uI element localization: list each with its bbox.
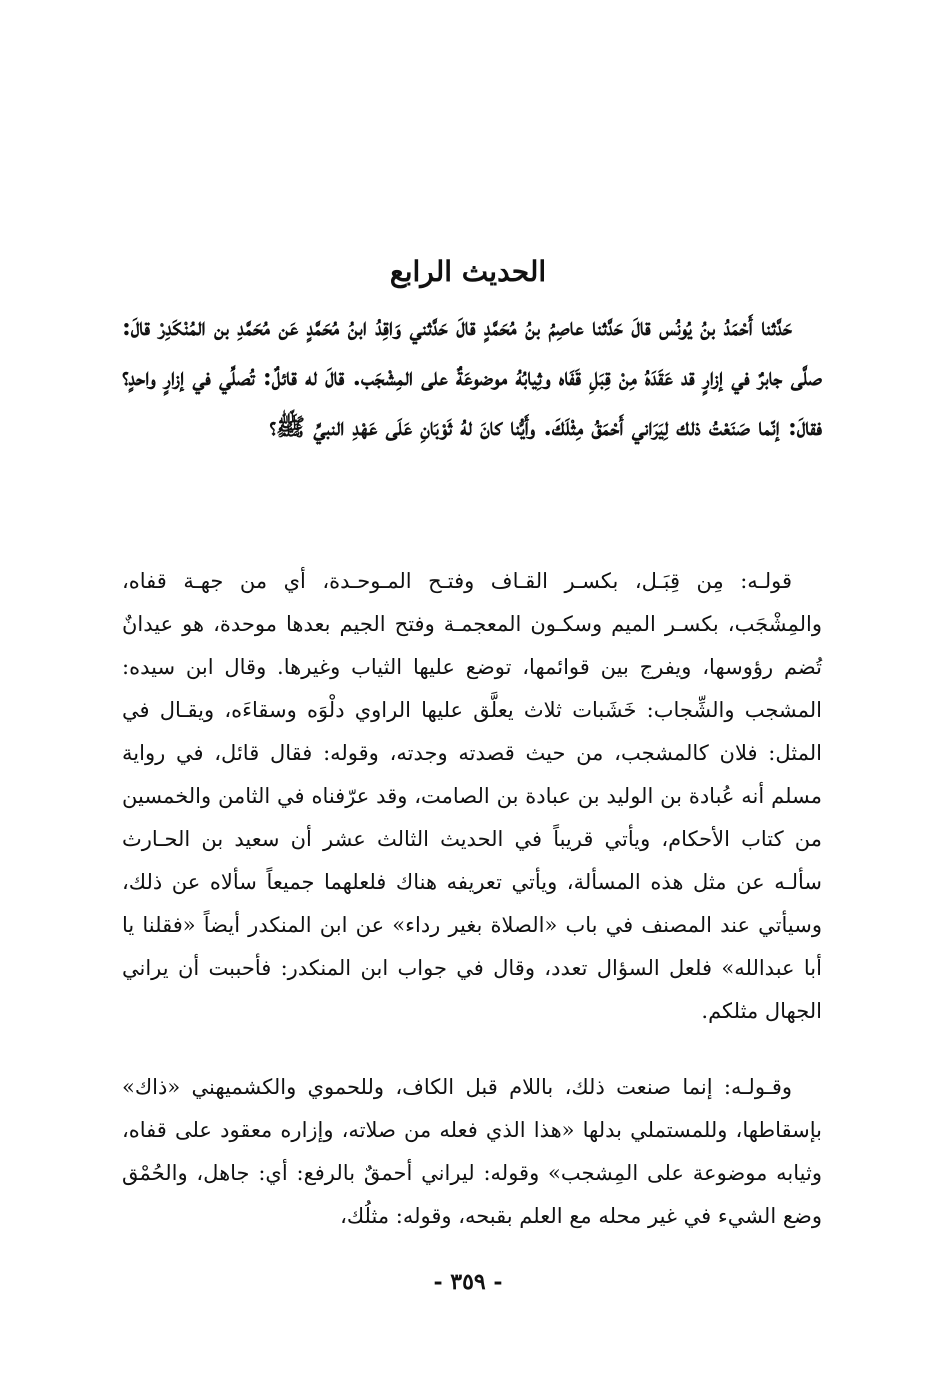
page-number: - ٣٥٩ - xyxy=(433,1269,503,1295)
commentary-paragraph-2-content: وقـولـه: إنما صنعت ذلك، باللام قبل الكاف، وللحموي والكشميهني «ذاك» بإسقاطها، وللمستملي بدلها «هذا الذي فعله من صلاته، وإزاره معقود على قفاه، وثيابه موضوعة على المِشجب» وقوله: ليراني أحمقٌ بالرفع: أي: جاهل، والحُمْق وضع الشيء في غير محله مع العلم بقبحه، وقوله: مثلُك، xyxy=(122,1075,822,1228)
hadith-text xyxy=(122,302,822,452)
hadith-text-content: حَدَّثنا أَحْمَدُ بنُ يُونُس قالَ حَدَّثنا عاصِمُ بنُ مُحَمَّدٍ قالَ حَدَّثني وَاقِدُ ابنُ مُحَمَّدٍ عَن مُحَمَّدِ بن المُنْكَدِرْ قالَ: صلَّى جابرٌ في إزارٍ قد عَقَدَهُ مِنْ قِبَلِ قَفَاه وثِيابُهُ موضوعَةٌ على المِشْجَب. قالَ له قائلٌ: تُصلِّي في إزارٍ واحدٍ؟ فقالَ: إنّما صَنَعْتُ ذلك لِيَرَاني أَحْمَقُ مِثْلَكَ. وأَيُّنا كانَ لهُ ثَوْبَانِ عَلَى عَهْدِ النبيِّ ﷺ؟ xyxy=(121,312,822,441)
commentary-paragraph-2 xyxy=(122,1066,822,1238)
section-title: الحديث الرابع xyxy=(389,255,547,288)
commentary-paragraph-1-content: قولـه: مِن قِبَـل، بكسـر القـاف وفتـح المـوحـدة، أي من جهـة قفاه، والمِشْجَب، بكسـر الميم وسكـون المعجمـة وفتح الجيم بعدها موحدة، هو عيدانٌ تُضم رؤوسها، ويفرج بين قوائمها، توضع عليها الثياب وغيرها. وقال ابن سيده: المشجب والشِّجاب: خَشَبات ثلاث يعلَّق عليها الراوي دلْوَه وسقاءَه، ويقـال في المثل: فلان كالمشجب، من حيث قصدته وجدته، وقوله: فقال قائل، في رواية مسلم أنه عُبادة بن الوليد بن عبادة بن الصامت، وقد عرّفناه في الثامن والخمسين من كتاب الأحكام، ويأتي قريباً في الحديث الثالث عشر أن سعيد بن الحـارث سألـه عن مثل هذه المسألة، ويأتي تعريفه هناك فلعلهما جميعاً سألاه عن ذلك، وسيأتي عند المصنف في باب «الصلاة بغير رداء» عن ابن المنكدر أيضاً «فقلنا يا أبا عبدالله» فلعل السؤال تعدد، وقال في جواب ابن المنكدر: فأحببت أن يراني الجهال مثلكم. xyxy=(122,569,822,1023)
commentary-paragraph-1 xyxy=(122,560,822,1033)
